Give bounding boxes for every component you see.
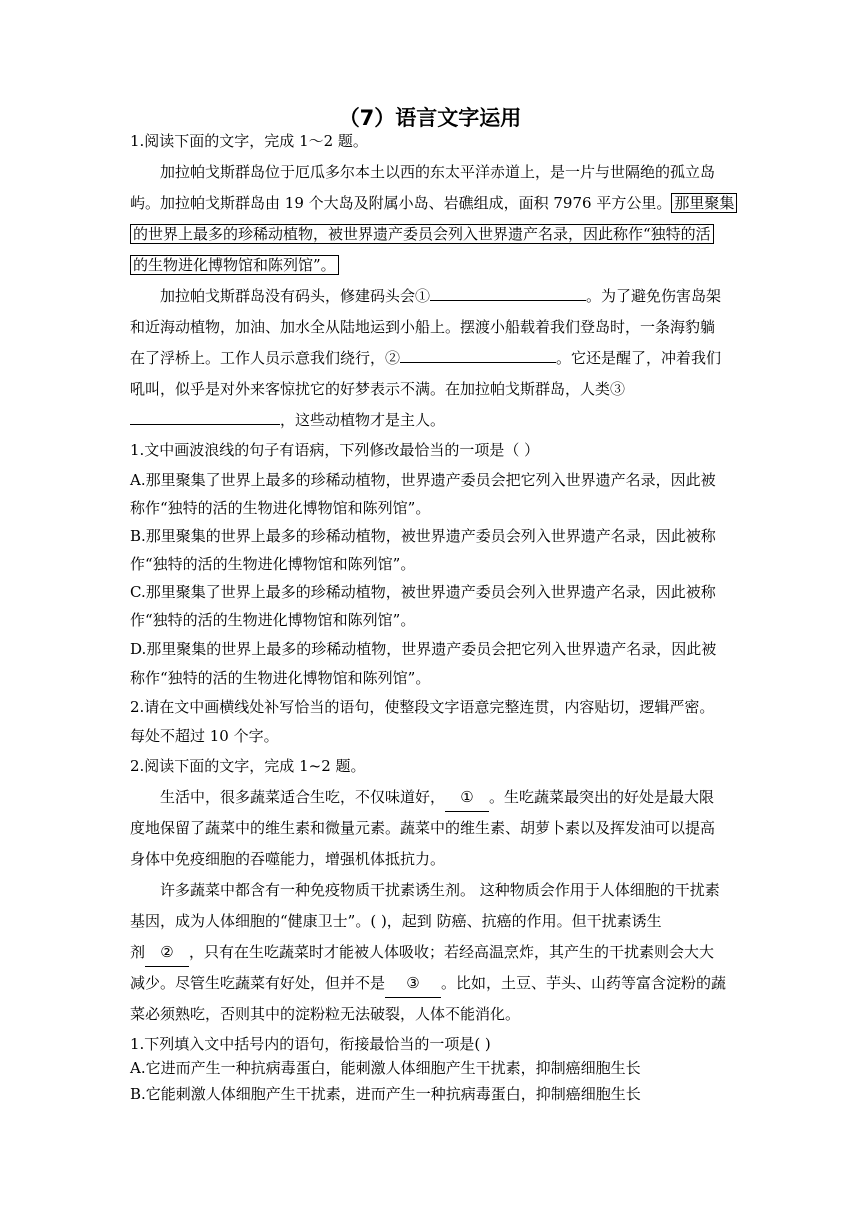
s1-p2-line5: ，这些动植物才是主人。 <box>130 406 445 434</box>
s1-p2-line2: 和近海动植物，加油、加水全从陆地运到小船上。摆渡小船载着我们登岛时，一条海豹躺 <box>130 318 716 336</box>
s1-p1-line3 <box>130 220 714 248</box>
s1-option-b-line1: B.那里聚集的世界上最多的珍稀动植物，被世界遗产委员会列入世界遗产名录，因此被称 <box>130 527 716 545</box>
s2-option-b: B.它能刺激人体细胞产生干扰素，进而产生一种抗病毒蛋白，抑制癌细胞生长 <box>130 1085 641 1103</box>
s1-p1-line1: 加拉帕戈斯群岛位于厄瓜多尔本土以西的东太平洋赤道上，是一片与世隔绝的孤立岛 <box>160 163 716 181</box>
page-title: （7）语言文字运用 <box>338 106 522 130</box>
s1-p2-line1: 加拉帕戈斯群岛没有码头，修建码头会① 。为了避免伤害岛架 <box>160 287 722 305</box>
s1-question-2-line1: 2.请在文中画横线处补写恰当的语句，使整段文字语意完整连贯，内容贴切，逻辑严密。 <box>130 698 715 716</box>
s1-option-d-line1: D.那里聚集的世界上最多的珍稀动植物，世界遗产委员会把它列入世界遗产名录，因此被 <box>130 640 717 658</box>
blank-2: ② <box>145 938 189 967</box>
section1-intro: 1.阅读下面的文字，完成 1～2 题。 <box>130 132 368 150</box>
s1-p2-line4: 吼叫，似乎是对外来客惊扰它的好梦表示不满。在加拉帕戈斯群岛，人类③ <box>130 380 626 398</box>
wavy-sentence-box-2: 的世界上最多的珍稀动植物，被世界遗产委员会列入世界遗产名录，因此称作“独特的活 <box>130 224 714 244</box>
s2-p2-line4: 减少。尽管生吃蔬菜有好处，但并不是 ③ 。比如，土豆、芋头、山药等富含淀粉的蔬 <box>130 969 726 998</box>
s1-question-2-line2: 每处不超过 10 个字。 <box>130 727 279 745</box>
blank-line-1 <box>430 285 586 301</box>
s2-p2-line3: 剂 ② ，只有在生吃蔬菜时才能被人体吸收；若经高温烹炸，其产生的干扰素则会大大 <box>130 938 714 967</box>
s2-p2-line1: 许多蔬菜中都含有一种免疫物质干扰素诱生剂。 这种物质会作用于人体细胞的干扰素 <box>160 881 720 899</box>
s2-p2-line2: 基因，成为人体细胞的“健康卫士”。( )，起到 防癌、抗癌的作用。但干扰素诱生 <box>130 912 662 930</box>
blank-line-2 <box>400 347 556 363</box>
blank-line-3 <box>130 409 280 425</box>
s2-p1-line3: 身体中免疫细胞的吞噬能力，增强机体抵抗力。 <box>130 850 446 868</box>
s1-p1-line4 <box>130 251 339 279</box>
s2-option-a: A.它进而产生一种抗病毒蛋白，能刺激人体细胞产生干扰素，抑制癌细胞生长 <box>130 1059 641 1077</box>
s1-p1-line2: 屿。加拉帕戈斯群岛由 19 个大岛及附属小岛、岩礁组成，面积 7976 平方公里。 那里聚集 <box>130 189 737 217</box>
blank-3: ③ <box>385 969 441 998</box>
s2-p1-line1: 生活中，很多蔬菜适合生吃，不仅味道好， ① 。生吃蔬菜最突出的好处是最大限 <box>160 783 714 812</box>
s1-option-a-line1: A.那里聚集了世界上最多的珍稀动植物，世界遗产委员会把它列入世界遗产名录，因此被 <box>130 471 716 489</box>
s1-option-a-line2: 称作“独特的活的生物进化博物馆和陈列馆”。 <box>130 499 431 517</box>
blank-1: ① <box>445 783 489 812</box>
s1-option-b-line2: 作“独特的活的生物进化博物馆和陈列馆”。 <box>130 555 416 573</box>
s2-p2-line5: 菜必须熟吃，否则其中的淀粉粒无法破裂，人体不能消化。 <box>130 1005 521 1023</box>
wavy-sentence-box-3: 的生物进化博物馆和陈列馆”。 <box>130 255 339 275</box>
s2-question-1: 1.下列填入文中括号内的语句，衔接最恰当的一项是( ) <box>130 1035 491 1053</box>
s1-question-1: 1.文中画波浪线的句子有语病，下列修改最恰当的一项是（ ） <box>130 441 540 459</box>
s2-p1-line2: 度地保留了蔬菜中的维生素和微量元素。蔬菜中的维生素、胡萝卜素以及挥发油可以提高 <box>130 819 716 837</box>
s1-option-c-line1: C.那里聚集了世界上最多的珍稀动植物，被世界遗产委员会列入世界遗产名录，因此被称 <box>130 583 716 601</box>
s1-option-d-line2: 称作“独特的活的生物进化博物馆和陈列馆”。 <box>130 669 431 687</box>
section2-intro: 2.阅读下面的文字，完成 1~2 题。 <box>130 757 366 775</box>
s1-option-c-line2: 作“独特的活的生物进化博物馆和陈列馆”。 <box>130 611 416 629</box>
wavy-sentence-box-1: 那里聚集 <box>671 193 737 213</box>
s1-p2-line3: 在了浮桥上。工作人员示意我们绕行，② 。它还是醒了，冲着我们 <box>130 349 722 367</box>
